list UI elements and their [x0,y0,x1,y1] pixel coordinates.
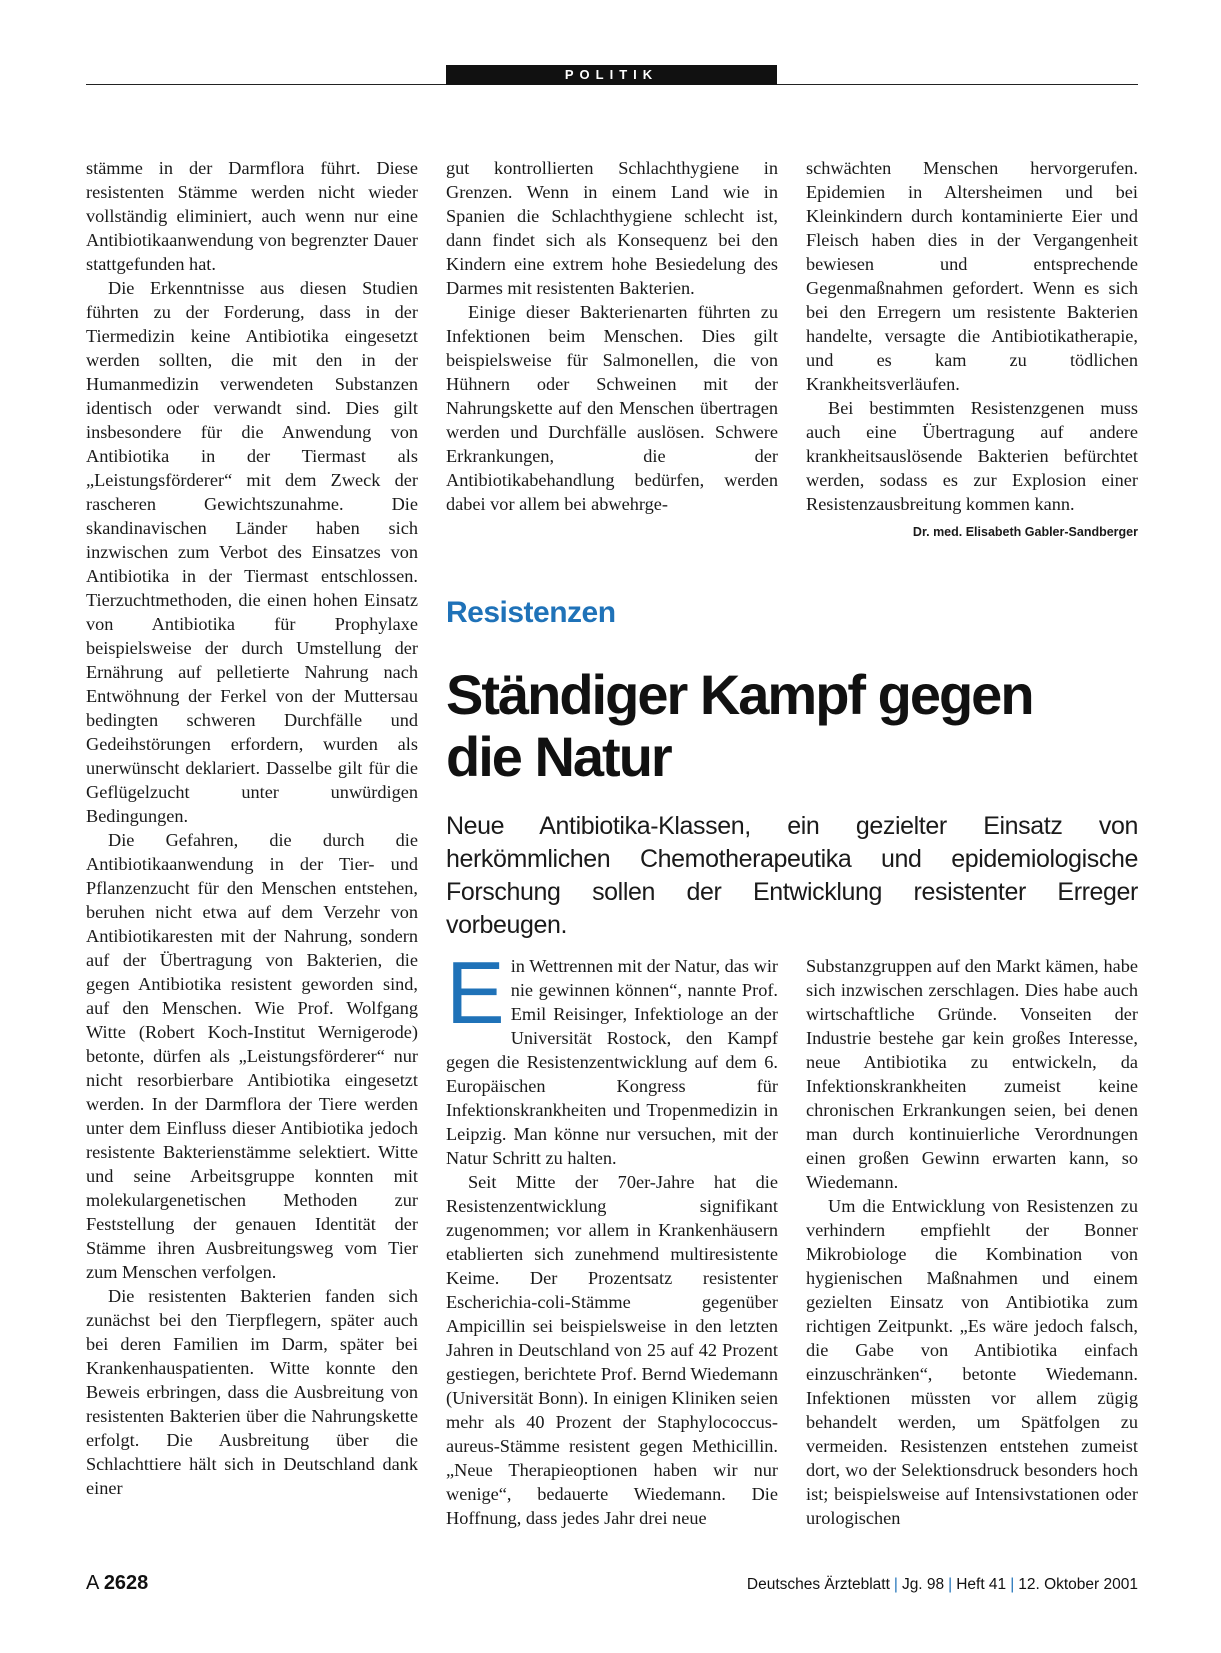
paragraph-last [806,396,1138,539]
drop-cap: E [446,943,505,1042]
article-lead: Neue Antibiotika-Klassen, ein gezielter Einsatz von herkömmlichen Chemotherapeutika und epidemiologische Forschung sollen der Entwicklung resistenter Erreger vorbeugen. [446,812,1138,939]
author-byline: Dr. med. Elisabeth Gabler-Sandberger [912,525,1138,539]
paragraph: Um die Entwicklung von Resistenzen zu verhindern empfiehlt der Bonner Mikrobiologe die Kombination von hygienischen Maßnahmen und einem gezielten Einsatz von Antibiotika zum richtigen Zeitpunkt. „Es wäre jedoch falsch, die Gabe von Antibiotika einfach einzuschränken“, betonte Wiedemann. Infektionen müssten vor allem zügig behandelt werden, um Spätfolgen zu vermeiden. Resistenzen entstehen zumeist dort, wo der Selektionsdruck besonders hoch ist; beispielsweise auf Intensivstationen oder urologischen [806,1196,1138,1528]
headline-line: die Natur [446,725,671,788]
paragraph: Die Gefahren, die durch die Antibiotikaanwendung in der Tier- und Pflanzenzucht für den Menschen entstehen, beruhen nicht etwa auf dem Verzehr von Antibiotikaresten mit der Nahrung, sondern auf der Übertragung von Bakterien, die gegen Antibiotika resistent geworden sind, auf den Menschen. Wie Prof. Wolfgang Witte (Robert Koch-Institut Wernigerode) betonte, dürfen als „Leistungsförderer“ nur nicht resorbierbare Antibiotika eingesetzt werden. In der Darmflora der Tiere werden unter dem Einfluss dieser Antibiotika jedoch resistente Bakterienstämme selektiert. Witte und seine Arbeitsgruppe konnten mit molekulargenetischen Methoden zur Feststellung der genauen Identität der Stämme ihren Ausbreitungsweg vom Tier zum Menschen verfolgen. [86,830,418,1282]
article-column-right [806,954,1138,1530]
journal-info: Deutsches Ärzteblatt | Jg. 98 | Heft 41 | 12. Oktober 2001 [746,1576,1138,1593]
paragraph: Die resistenten Bakterien fanden sich zunächst bei den Tierpflegern, später auch bei deren Familien im Darm, später bei Krankenhauspatienten. Witte konnte den Beweis erbringen, dass die Ausbreitung von resistenten Bakterien über die Nahrungskette erfolgt. Die Ausbreitung über die Schlachttiere hält sich in Deutschland dank einer [86,1286,418,1498]
paragraph: Seit Mitte der 70er-Jahre hat die Resistenzentwicklung signifikant zugenommen; vor allem in Krankenhäusern etablierten sich zunehmend multiresistente Keime. Der Prozentsatz resistenter Escherichia-coli-Stämme gegenüber Ampicillin sei beispielsweise in den letzten Jahren in Deutschland von 25 auf 42 Prozent gestiegen, berichtete Prof. Bernd Wiedemann (Universität Bonn). In einigen Kliniken seien mehr als 40 Prozent der Staphylococcus-aureus-Stämme resistent gegen Methicillin. „Neue Therapieoptionen haben wir nur wenige“, bedauerte Wiedemann. Die Hoffnung, dass jedes Jahr drei neue [446,1172,778,1528]
article-column-middle [446,943,778,1530]
page-number-value: 2628 [103,1572,149,1594]
paragraph-text: Bei bestimmten Resistenzgenen muss auch eine Übertragung auf andere krankheitsauslösende Bakterien befürchtet werden, sodass es zur Explosion einer Resistenzausbreitung kommen kann. [806,398,1138,514]
section-label: POLITIK [446,65,777,85]
paragraph-first [446,943,778,1170]
column-middle-top [446,156,778,516]
paragraph: gut kontrollierten Schlachthygiene in Grenzen. Wenn in einem Land wie in Spanien die Schlachthygiene schlecht ist, dann findet sich als Konsequenz bei den Kindern eine extrem hohe Besiedelung des Darmes mit resistenten Bakterien. [446,158,778,298]
column-right-top [806,156,1138,544]
paragraph: Die Erkenntnisse aus diesen Studien führten zu der Forderung, dass in der Tiermedizin keine Antibiotika eingesetzt werden sollten, die mit den in der Humanmedizin verwendeten Substanzen identisch oder verwandt sind. Dies gilt insbesondere für die Anwendung von Antibiotika in der Tiermast als „Leistungsförderer“ mit dem Zweck der rascheren Gewichtszunahme. Die skandinavischen Länder haben sich inzwischen zum Verbot des Einsatzes von Antibiotika in der Tiermast entschlossen. Tierzuchtmethoden, die einen hohen Einsatz von Antibiotika für Prophylaxe beispielsweise der durch Umstellung der Ernährung auf pelletierte Nahrung nach Entwöhnung der Ferkel von der Muttersau bedingten schweren Durchfälle und Gedeihstörungen erfordern, wurden als unerwünscht deklariert. Dasselbe gilt für die Geflügelzucht unter unwürdigen Bedingungen. [86,278,418,826]
page-number [86,1572,148,1595]
paragraph: stämme in der Darmflora führt. Diese resistenten Stämme werden nicht wieder vollständig eliminiert, auch wenn nur eine Antibiotikaanwendung von begrenzter Dauer stattgefunden hat. [86,158,418,274]
journal-issue: Heft 41 [956,1576,1007,1593]
paragraph-text: in Wettrennen mit der Natur, das wir nie gewinnen können“, nannte Prof. Emil Reisinger, Infektiologe an der Universität Rostock, den Kampf gegen die Resistenzentwicklung auf dem 6. Europäischen Kongress für Infektionskrankheiten und Tropenmedizin in Leipzig. Man könne nur versuchen, mit der Natur Schritt zu halten. [446,956,778,1168]
article-headline [446,664,1146,788]
journal-date: 12. Oktober 2001 [1018,1576,1138,1593]
journal-volume: Jg. 98 [901,1576,945,1593]
headline-line: Ständiger Kampf gegen [446,663,1033,726]
paragraph: Einige dieser Bakterienarten führten zu Infektionen beim Menschen. Dies gilt beispielsweise für Salmonellen, die von Hühnern oder Schweinen mit der Nahrungskette auf den Menschen übertragen werden und Durchfälle auslösen. Schwere Erkrankungen, die der Antibiotikabehandlung bedürfen, werden dabei vor allem bei abwehrge- [446,302,778,514]
paragraph: schwächten Menschen hervorgerufen. Epidemien in Altersheimen und bei Kleinkindern durch kontaminierte Eier und Fleisch haben dies in der Vergangenheit bewiesen und entsprechende Gegenmaßnahmen gefordert. Wenn es sich bei den Erregern um resistente Bakterien handelte, versagte die Antibiotikatherapie, und es kam zu tödlichen Krankheitsverläufen. [806,158,1138,394]
journal-name: Deutsches Ärzteblatt [746,1576,890,1593]
article-kicker: Resistenzen [446,596,616,629]
paragraph: Substanzgruppen auf den Markt kämen, habe sich inzwischen zerschlagen. Dies habe auch wirtschaftliche Gründe. Vonseiten der Industrie bestehe gar kein großes Interesse, neue Antibiotika zu entwickeln, da Infektionskrankheiten zumeist keine chronischen Erkrankungen seien, bei denen man durch kontinuierliche Verordnungen einen großen Gewinn erwarten kann, so Wiedemann. [806,956,1138,1192]
page-prefix: A [86,1572,99,1594]
column-left [86,156,418,1500]
